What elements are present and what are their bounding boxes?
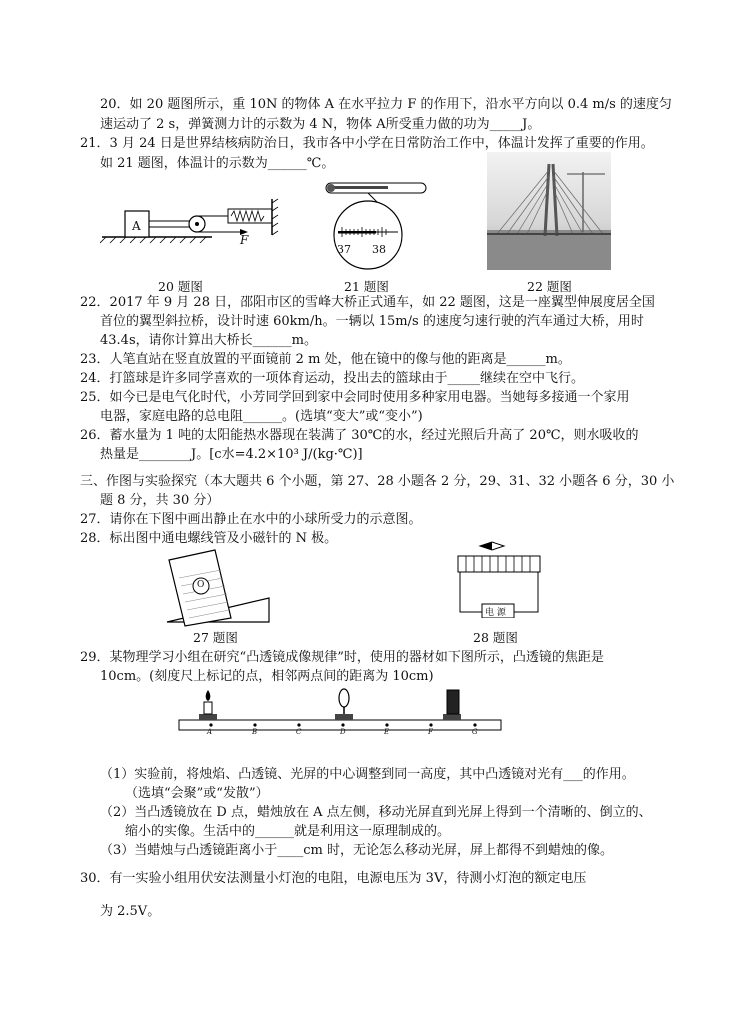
q29-line-2: 10cm。(刻度尺上标记的点，相邻两点间的距离为 10cm) [100, 669, 434, 684]
q29-sub-1: （1）实验前，将烛焰、凸透镜、光屏的中心调整到同一高度，其中凸透镜对光有___的作用。 [100, 767, 635, 782]
q28-text: 28．标出图中通电螺线管及小磁针的 N 极。 [80, 531, 338, 546]
fig21-thermometer [318, 175, 438, 275]
point-b-label: B [252, 728, 258, 736]
fig21-tick-37: 37 [337, 243, 351, 256]
fig20-pulley-diagram [100, 195, 280, 255]
fig22-bridge-photo [487, 152, 611, 270]
fig27-ball-in-water [165, 548, 275, 628]
point-g-label: G [472, 728, 478, 736]
fig20-label-f: F [240, 233, 249, 247]
section-3-heading-line-1: 三、作图与实验探究（本大题共 6 个小题，第 27、28 小题各 2 分，29、31、32 小题各 6 分，30 小 [80, 474, 675, 489]
q27-text: 27．请你在下图中画出静止在水中的小球所受力的示意图。 [80, 512, 422, 527]
fig27-ball-label: O [197, 580, 205, 590]
q23-text: 23．人笔直站在竖直放置的平面镜前 2 m 处，他在镜中的像与他的距离是______m。 [80, 352, 571, 367]
point-a-label: A [207, 728, 213, 736]
q20-line-2: 速运动了 2 s，弹簧测力计的示数为 4 N，物体 A所受重力做的功为_____J。 [100, 117, 541, 132]
fig22-caption: 22 题图 [527, 279, 572, 294]
q22-line-2: 首位的翼型斜拉桥，设计时速 60km/h。一辆以 15m/s 的速度匀速行驶的汽车通过大桥，用时 [100, 314, 644, 329]
fig21-tick-38: 38 [372, 243, 386, 256]
q29-sub-3: （3）当蜡烛与凸透镜距离小于____cm 时，无论怎么移动光屏，屏上都得不到蜡烛的像。 [100, 843, 614, 858]
q26-line-1: 26．蓄水量为 1 吨的太阳能热水器现在装满了 30℃的水，经过光照后升高了 20℃，则水吸收的 [80, 428, 639, 443]
q24-text: 24．打篮球是许多同学喜欢的一项体育运动，投出去的篮球由于_____继续在空中飞行。 [80, 371, 585, 386]
q30-line-1: 30．有一实验小组用伏安法测量小灯泡的电阻，电源电压为 3V，待测小灯泡的额定电压 [80, 871, 587, 886]
q29-optical-bench [175, 688, 505, 750]
fig21-caption: 21 题图 [344, 279, 389, 294]
q29-sub-2-cont: 缩小的实像。生活中的______就是利用这一原理制成的。 [125, 824, 451, 839]
q22-line-3: 43.4s，请你计算出大桥长______m。 [100, 333, 317, 348]
fig28-caption: 28 题图 [473, 630, 518, 645]
q20-line-1: 20．如 20 题图所示，重 10N 的物体 A 在水平拉力 F 的作用下，沿水平方向以 0.4 m/s 的速度匀 [100, 97, 672, 112]
point-e-label: E [384, 728, 390, 736]
q29-sub-1-hint: （选填“会聚”或“发散”） [125, 786, 269, 801]
q29-sub-2: （2）当凸透镜放在 D 点，蜡烛放在 A 点左侧，移动光屏直到光屏上得到一个清晰的、倒立的、 [100, 805, 652, 820]
fig20-label-a: A [132, 219, 141, 233]
q25-line-1: 25．如今已是电气化时代，小芳同学回到家中会同时使用多种家用电器。当她每多接通一个家用 [80, 390, 630, 405]
point-f-label: F [428, 728, 433, 736]
q21-line-1: 21．3 月 24 日是世界结核病防治日，我市各中小学在日常防治工作中，体温计发挥了重要的作用。 [80, 136, 654, 151]
point-c-label: C [296, 728, 302, 736]
fig28-power-source-label: 电 源 [485, 608, 506, 618]
fig20-caption: 20 题图 [158, 279, 203, 294]
q25-line-2: 电器，家庭电路的总电阻______。(选填“变大”或“变小”) [100, 409, 423, 424]
fig27-caption: 27 题图 [193, 630, 238, 645]
q30-line-2: 为 2.5V。 [100, 904, 161, 919]
section-3-heading-line-2: 题 8 分，共 30 分） [100, 493, 220, 508]
point-d-label: D [340, 728, 346, 736]
q29-line-1: 29．某物理学习小组在研究“凸透镜成像规律”时，使用的器材如下图所示，凸透镜的焦距是 [80, 650, 604, 665]
q21-line-2: 如 21 题图，体温计的示数为______℃。 [100, 156, 335, 171]
q26-line-2: 热量是________J。[c水=4.2×10³ J/(kg·℃)] [100, 447, 363, 462]
q22-line-1: 22．2017 年 9 月 28 日，邵阳市区的雪峰大桥正式通车，如 22 题图，这是一座翼型伸展度居全国 [80, 295, 655, 310]
